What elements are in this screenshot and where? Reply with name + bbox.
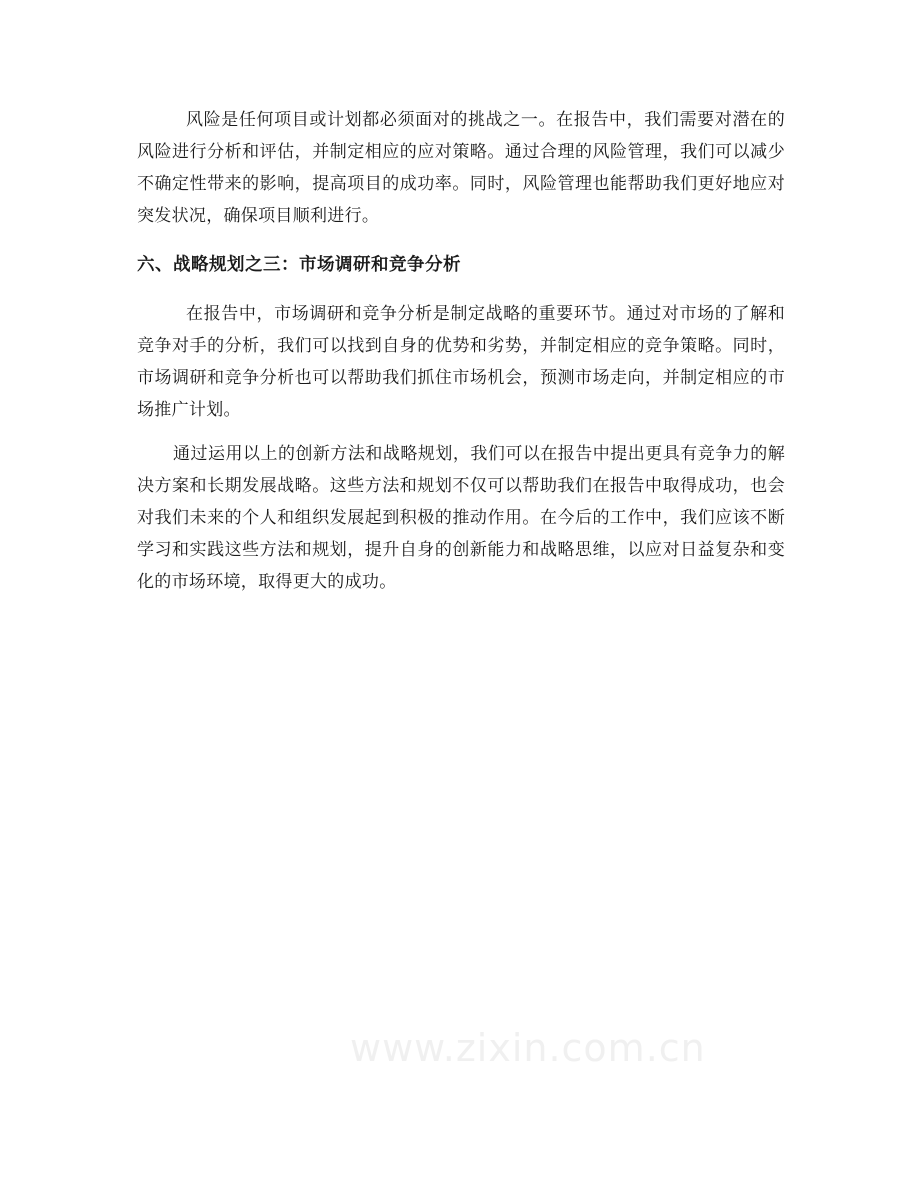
watermark: www.zixin.com.cn: [350, 1026, 706, 1070]
section-heading-6: 六、战略规划之三：市场调研和竞争分析: [137, 255, 461, 275]
document-body: [137, 104, 785, 598]
paragraph-conclusion: 通过运用以上的创新方法和战略规划，我们可以在报告中提出更具有竞争力的解决方案和长期发展战略。这些方法和规划不仅可以帮助我们在报告中取得成功，也会对我们未来的个人和组织发展起到积极的推动作用。在今后的工作中，我们应该不断学习和实践这些方法和规划，提升自身的创新能力和战略思维，以应对日益复杂和变化的市场环境，取得更大的成功。: [137, 444, 785, 592]
paragraph-risk-management: 风险是任何项目或计划都必须面对的挑战之一。在报告中，我们需要对潜在的风险进行分析和评估，并制定相应的应对策略。通过合理的风险管理，我们可以减少不确定性带来的影响，提高项目的成功率。同时，风险管理也能帮助我们更好地应对突发状况，确保项目顺利进行。: [137, 110, 785, 226]
paragraph-market-research: 在报告中，市场调研和竞争分析是制定战略的重要环节。通过对市场的了解和竞争对手的分析，我们可以找到自身的优势和劣势，并制定相应的竞争策略。同时，市场调研和竞争分析也可以帮助我们抓住市场机会，预测市场走向，并制定相应的市场推广计划。: [137, 304, 785, 420]
